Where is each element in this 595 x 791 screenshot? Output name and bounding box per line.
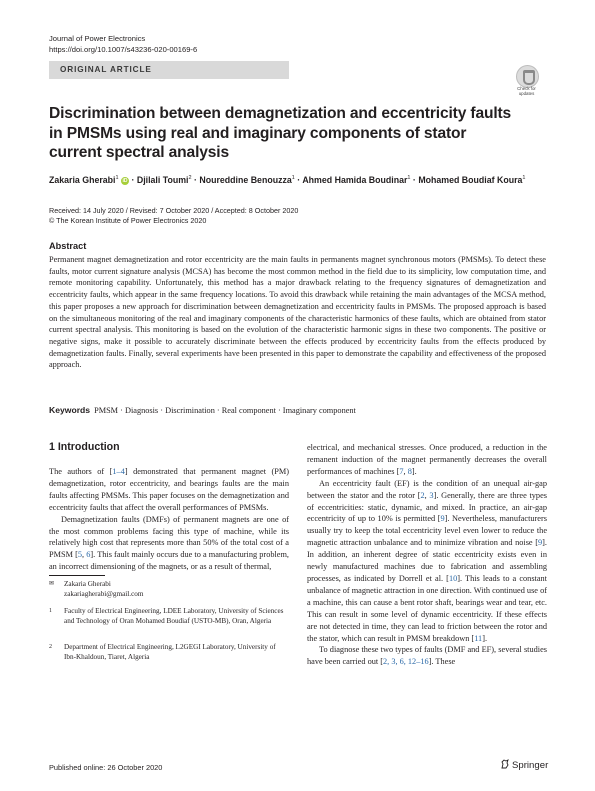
citation-link[interactable]: 11 xyxy=(474,633,483,643)
affiliation-2 xyxy=(49,643,289,662)
affiliation-text: Department of Electrical Engineering, L2GEGI Laboratory, University of Ibn-Khaldoun, Tiaret, Algeria xyxy=(64,643,276,661)
footnote-divider xyxy=(49,575,105,576)
keywords-line xyxy=(49,405,546,415)
text-run: ]. This fault mainly occurs due to a manufacturing problem, an incorrect dimensioning of the magnets, or as a result of thermal, xyxy=(49,550,289,572)
text-run: ]. These xyxy=(428,657,456,667)
citation-link[interactable]: 9 xyxy=(538,538,543,548)
journal-header xyxy=(49,33,197,55)
check-for-updates-badge[interactable] xyxy=(512,65,541,96)
citation-link[interactable]: 9 xyxy=(440,514,445,524)
text-run: The authors of [ xyxy=(49,467,113,476)
orcid-icon[interactable]: iD xyxy=(122,178,128,184)
citation-link[interactable]: 2 xyxy=(420,490,425,500)
springer-horse-icon xyxy=(500,759,510,769)
abstract-text: Permanent magnet demagnetization and rotor eccentricity are the main faults in permanents magnet synchronous motors (PMSMs). To detect these faults, motor current signature analysis (MCSA) has become the most common method in the field due to its simplicity, low computation time, and remote monitoring capability. Unfortunately, this method has a major drawback relating to the frequency signatures of demagnetization and eccentricity faults, which appear in the same frequency locations. To avoid this drawback while retaining the main advantages of the MCSA method, this paper proposes a new approach for discrimination between demagnetization and eccentricity faults in PMSMs. The proposed approach is based on the simultaneous monitoring of the real and imaginary components of the characteristic harmonics of these faults, which are obtained from stator current spectral analysis. This monitoring is based on the evolution of the characteristic harmonic signs in these two components. The positive or negative signs, make it possible to accurately discriminate between the effects produced by eccentricity faults from the effects produced by demagnetization faults. Finally, several experiments have been presented in this paper to demonstrate the capability and effectiveness of the proposed approach. xyxy=(49,255,546,370)
history-dates: Received: 14 July 2020 / Revised: 7 October 2020 / Accepted: 8 October 2020 xyxy=(49,206,299,215)
citation-link[interactable]: 3 xyxy=(429,490,434,500)
doi-link[interactable]: https://doi.org/10.1007/s43236-020-00169-6 xyxy=(49,45,198,54)
published-online-date: Published online: 26 October 2020 xyxy=(49,763,163,772)
author-name[interactable]: Mohamed Boudiaf Koura xyxy=(418,175,523,185)
envelope-icon: ✉ xyxy=(49,581,55,587)
author-name[interactable]: Ahmed Hamida Boudinar xyxy=(302,175,408,185)
article-dates xyxy=(49,206,298,226)
text-run: ]. This leads to a constant unbalance of magnetic attraction in one direction. With continued use of a machine, this can cause a bent rotor shaft, bearings wear and tear, etc. This can result in some level of dynamic eccentricity. If these effects are not detected in time, they can lead to friction between the rotor and the stator, which can result in PMSM breakdown [ xyxy=(307,573,547,643)
author-affiliation: 2 xyxy=(188,175,192,182)
text-run: ]. In addition, an inherent degree of static eccentricity exists even in newly manufactured machines due to fabrication and assembling processes, as indicated by Dorrell et al. [ xyxy=(307,538,547,583)
author-name[interactable]: Djilali Toumi xyxy=(136,175,189,185)
text-run: ]. Generally, there are three types of eccentricities: static, dynamic, and mixed. In practice, an air-gap eccentricity of up to 10% is permitted [ xyxy=(307,490,547,524)
text-run: ]. xyxy=(411,466,417,476)
keywords-label: Keywords xyxy=(49,405,91,415)
intro-paragraph: electrical, and mechanical stresses. Once produced, a reduction in the remanent induction of the magnet permanently decreases the overall performances of machines [7, 8]. xyxy=(307,443,547,476)
affiliation-number: 1 xyxy=(49,608,52,614)
article-title: Discrimination between demagnetization and eccentricity faults in PMSMs using real and imaginary components of stator current spectral analysis xyxy=(49,105,512,161)
corresponding-author-name: Zakaria Gherabi xyxy=(64,580,111,588)
author-affiliation: 1 xyxy=(522,175,526,182)
citation-link[interactable]: 6 xyxy=(86,550,91,560)
text-run: ]. xyxy=(482,633,488,643)
text-run: An eccentricity fault (EF) is the condition of an unequal air-gap between the stator and the rotor [ xyxy=(307,478,547,500)
citation-link[interactable]: 1–4 xyxy=(112,467,125,476)
author-list: Zakaria Gherabi$^1$ iD · Djilali Toumi$^2$ · Noureddine Benouzza$^1$ · Ahmed Hamida Boudinar$^1$ · Mohamed Boudiaf Koura$^1$ xyxy=(49,175,526,185)
intro-paragraph: Demagnetization faults (DMFs) of permanent magnets are one of the most common problems facing this type of machine, while its relatively high cost that represents more than 50% of the total cost of a PMSM [5, 6]. This fault mainly occurs due to a manufacturing problem, an incorrect dimensioning of the magnets, or as a result of thermal, xyxy=(49,514,289,572)
citation-link[interactable]: 7 xyxy=(399,466,404,476)
text-run: electrical, and mechanical stresses. Once produced, a reduction in the remanent induction of the magnet permanently decreases the overall performances of machines [ xyxy=(307,443,547,476)
copyright-line: © The Korean Institute of Power Electronics 2020 xyxy=(49,216,207,225)
author-affiliation: 1 xyxy=(407,175,411,182)
citation-link[interactable]: 10 xyxy=(448,573,458,583)
check-for-updates-text: Check for updates xyxy=(517,86,536,96)
abstract-heading: Abstract xyxy=(49,241,87,251)
publisher-logo xyxy=(500,759,548,771)
author-name[interactable]: Zakaria Gherabi xyxy=(49,175,116,185)
citation-link[interactable]: 2, 3, 6, 12–16 xyxy=(383,657,429,667)
affiliation-1 xyxy=(49,607,289,626)
intro-left-column xyxy=(49,466,289,573)
affiliation-text: Faculty of Electrical Engineering, LDEE Laboratory, University of Sciences and Technology of Oran Mohamed Boudiaf (USTO-MB), Oran, Algeria xyxy=(64,607,284,625)
corresponding-author xyxy=(49,580,289,599)
text-run: ]. Nevertheless, manufacturers usually try to keep the total eccentricity level even lower to reduce the magnetic attraction unbalance and to minimize vibration and noise [ xyxy=(307,514,547,548)
intro-right-column xyxy=(307,442,547,668)
article-type-label: ORIGINAL ARTICLE xyxy=(60,65,152,74)
keywords-text: PMSM · Diagnosis · Discrimination · Real component · Imaginary component xyxy=(94,406,356,415)
author-affiliation: 1 xyxy=(291,175,295,182)
text-run: ] demonstrated that permanent magnet (PM) demagnetization, rotor eccentricity, and bearings faults are the main faults affecting PMSMs. This paper focuses on the demagnetization and eccentricity faults that affect the overall performances of PMSMs. xyxy=(49,467,289,512)
check-for-updates-icon xyxy=(516,65,539,88)
section-heading-introduction: 1 Introduction xyxy=(49,441,120,453)
citation-link[interactable]: 5 xyxy=(77,550,83,560)
affiliation-number: 2 xyxy=(49,644,52,650)
citation-link[interactable]: 8 xyxy=(407,466,412,476)
publisher-name: Springer xyxy=(512,760,549,771)
author-affiliation: 1 xyxy=(115,175,119,182)
text-run: Demagnetization faults (DMFs) of permanent magnets are one of the most common problems facing this type of machine, while its relatively high cost that represents more than 50% of the total cost of a PMSM [ xyxy=(49,514,289,560)
article-type-banner xyxy=(49,61,289,79)
text-run: To diagnose these two types of faults (DMF and EF), several studies have been carried out [ xyxy=(307,645,547,667)
journal-name: Journal of Power Electronics xyxy=(49,34,146,43)
intro-paragraph xyxy=(307,644,547,668)
intro-paragraph xyxy=(49,466,289,514)
intro-paragraph: An eccentricity fault (EF) is the condition of an unequal air-gap between the stator and the rotor [2, 3]. Generally, there are three types of eccentricities: static, dynamic, and mixed. In practice, an air-gap eccentricity of up to 10% is permitted [9]. Nevertheless, manufacturers usually try to keep the total eccentricity level even lower to reduce the magnetic attraction unbalance and to minimize vibration and noise [9]. In addition, an inherent degree of static eccentricity exists even in newly manufactured machines due to fabrication and assembling processes, as indicated by Dorrell et al. [10]. This leads to a constant unbalance of magnetic attraction in one direction. With continued use of a machine, this can cause a bent rotor shaft, bearings wear and tear, etc. This can result in some level of dynamic eccentricity. If these effects are not detected in time, they can lead to friction between the rotor and the stator, which can result in PMSM breakdown [11]. xyxy=(307,478,547,643)
corresponding-author-email[interactable]: zakariagherabi@gmail.com xyxy=(64,589,144,598)
author-name[interactable]: Noureddine Benouzza xyxy=(199,175,292,185)
